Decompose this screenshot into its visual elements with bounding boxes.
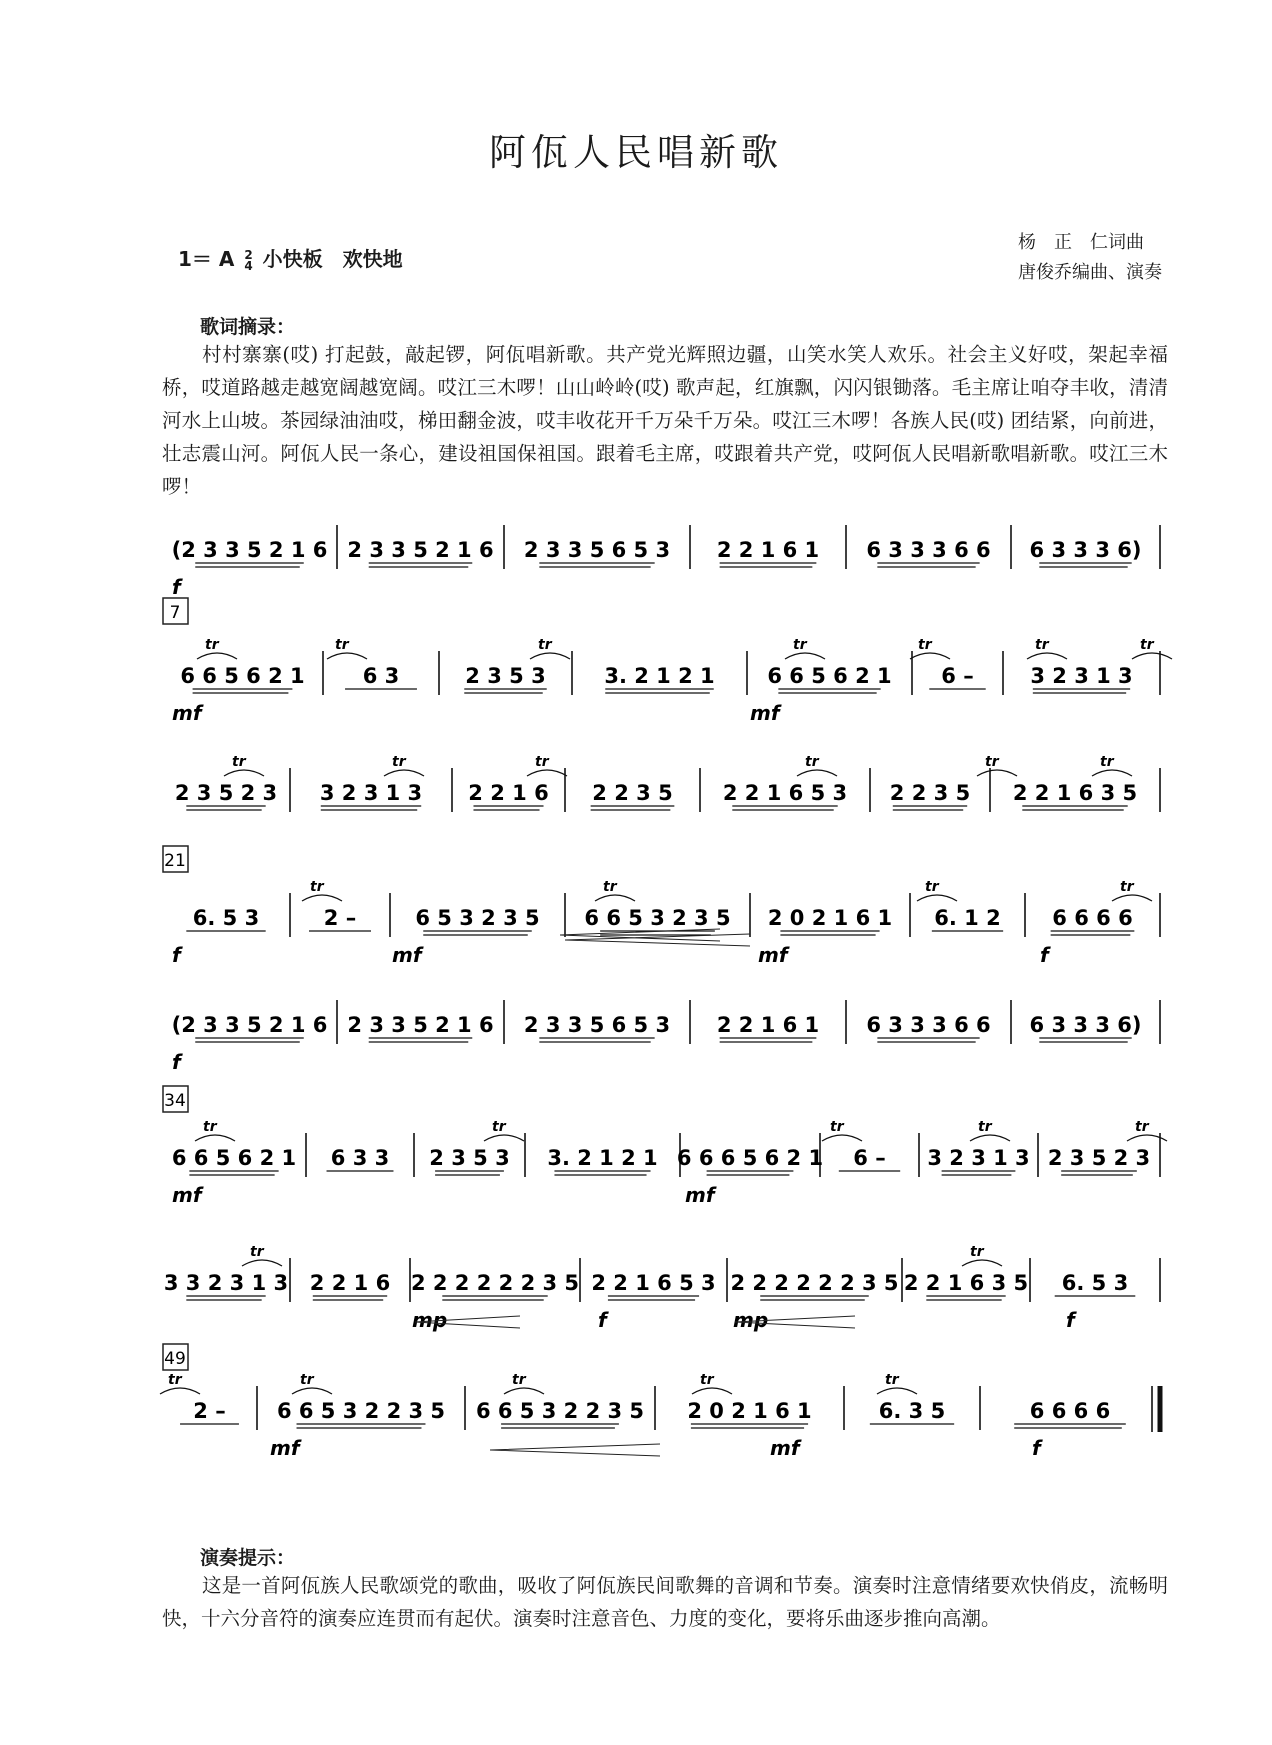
slur: [160, 1388, 200, 1394]
measure-notes: 2 3 3 5 6 5 3: [523, 538, 671, 562]
trill-mark: tr: [232, 754, 246, 770]
rehearsal-number: 7: [169, 603, 181, 623]
slur: [1132, 653, 1172, 659]
tips-heading: 演奏提示：: [200, 1547, 296, 1569]
tips-text: 这是一首阿佤族人民歌颂党的歌曲，吸收了阿佤族民间歌舞的音调和节奏。演奏时注意情绪要欢快俏皮，流畅明快，十六分音符的演奏应连贯而有起伏。演奏时注意音色、力度的变化，要将乐曲逐步推向高潮。: [162, 1574, 1168, 1630]
trill-mark: tr: [168, 1372, 182, 1388]
slur: [504, 1388, 544, 1394]
slur: [195, 1135, 235, 1141]
slur: [292, 1388, 332, 1394]
slur: [530, 653, 570, 659]
trill-mark: tr: [1135, 1119, 1149, 1135]
dynamic-marking: f: [172, 943, 181, 967]
trill-mark: tr: [700, 1372, 714, 1388]
dynamic-marking: f: [172, 1050, 181, 1074]
slur: [1027, 653, 1067, 659]
measure-notes: 6 6 5 6 2 1: [767, 664, 892, 688]
trill-mark: tr: [925, 879, 939, 895]
trill-mark: tr: [805, 754, 819, 770]
dynamic-marking: mf: [685, 1183, 715, 1207]
dynamic-marking: f: [1032, 1436, 1041, 1460]
credit-arranger: 唐俊乔编曲、演奏: [1018, 262, 1162, 283]
rehearsal-number: 34: [164, 1091, 186, 1111]
trill-mark: tr: [205, 637, 219, 653]
key-prefix: 1＝ A: [178, 247, 235, 271]
measure-notes: 2 3 5 2 3: [1047, 1146, 1151, 1170]
page-title: 阿佤人民唱新歌: [489, 131, 783, 174]
slur: [1092, 770, 1132, 776]
measure-notes: 2 2 2 2 2 2 3 5: [410, 1271, 580, 1295]
slur: [877, 1388, 917, 1394]
trill-mark: tr: [538, 637, 552, 653]
trill-mark: tr: [918, 637, 932, 653]
dynamic-marking: mp: [412, 1308, 448, 1332]
dynamic-marking: f: [1040, 943, 1049, 967]
credit-composer: 杨 正 仁词曲: [1018, 232, 1144, 253]
slur: [910, 653, 950, 659]
slur: [384, 770, 424, 776]
measure-notes: 3 2 3 1 3: [927, 1146, 1030, 1170]
slur: [962, 1260, 1002, 1266]
dynamic-marking: f: [598, 1308, 607, 1332]
measure-notes: 2 2 3 5: [592, 781, 673, 805]
slur: [197, 653, 237, 659]
trill-mark: tr: [1100, 754, 1114, 770]
measure-notes: 2 0 2 1 6 1: [767, 906, 893, 930]
measure-notes: 3 2 3 1 3: [1030, 664, 1133, 688]
measure-notes: 3. 2 1 2 1: [547, 1146, 658, 1170]
slur: [797, 770, 837, 776]
measure-notes: 6 3 3 3 6 6: [866, 538, 991, 562]
measure-notes: 2 2 1 6 1: [716, 538, 820, 562]
measure-notes: (2 3 3 5 2 1 6: [171, 1013, 328, 1037]
dynamic-marking: mf: [392, 943, 422, 967]
dynamic-marking: mf: [270, 1436, 300, 1460]
slur: [917, 895, 957, 901]
trill-mark: tr: [492, 1119, 506, 1135]
measure-notes: 2 2 1 6 3 5: [903, 1271, 1029, 1295]
dynamic-marking: mf: [172, 701, 202, 725]
trill-mark: tr: [978, 1119, 992, 1135]
tempo-marking: 小快板 欢快地: [262, 247, 403, 271]
slur: [595, 895, 635, 901]
rehearsal-number: 49: [164, 1349, 186, 1369]
measure-notes: 6 6 6 5 6 2 1: [676, 1146, 824, 1170]
measure-notes: 6 6 5 3 2 2 3 5: [276, 1399, 446, 1423]
measure-notes: (2 3 3 5 2 1 6: [171, 538, 328, 562]
measure-notes: 3 2 3 1 3: [319, 781, 423, 805]
measure-notes: 2 2 1 6 1: [716, 1013, 820, 1037]
measure-notes: 6. 1 2: [934, 906, 1001, 930]
measure-notes: 6. 5 3: [192, 906, 260, 930]
measure-notes: 2 3 5 3: [429, 1146, 510, 1170]
measure-notes: 6 –: [941, 664, 974, 688]
trill-mark: tr: [203, 1119, 217, 1135]
slur: [970, 1135, 1010, 1141]
slur: [785, 653, 825, 659]
slur: [224, 770, 264, 776]
trill-mark: tr: [335, 637, 349, 653]
measure-notes: 6 3 3 3 6 6: [866, 1013, 991, 1037]
measure-notes: 6 6 5 3 2 2 3 5: [475, 1399, 645, 1423]
measure-notes: 6 5 3 2 3 5: [415, 906, 540, 930]
trill-mark: tr: [1140, 637, 1154, 653]
measure-notes: 6 6 6 6: [1029, 1399, 1111, 1423]
measure-notes: 2 –: [193, 1399, 226, 1423]
measure-notes: 6 3: [362, 664, 400, 688]
slur: [1127, 1135, 1167, 1141]
dynamic-marking: mf: [770, 1436, 800, 1460]
dynamic-marking: mf: [750, 701, 780, 725]
dynamic-marking: mf: [758, 943, 788, 967]
measure-notes: 6 3 3 3 6): [1029, 1013, 1142, 1037]
measure-notes: 2 2 1 6 5 3: [591, 1271, 716, 1295]
lyrics-text: 村村寨寨(哎) 打起鼓，敲起锣，阿佤唱新歌。共产党光辉照边疆，山笑水笑人欢乐。社会主义好哎，架起幸福桥，哎道路越走越宽阔越宽阔。哎江三木啰！山山岭岭(哎) 歌声起，红旗飘，闪闪银锄落。毛主席让咱夺丰收，清清河水上山坡。茶园绿油油哎，梯田翻金波，哎丰收花开千万朵千万朵。哎江三木啰！各族人民(哎) 团结紧，向前进，壮志震山河。阿佤人民一条心，建设祖国保祖国。跟着毛主席，哎跟着共产党，哎阿佤人民唱新歌唱新歌。哎江三木啰！: [162, 343, 1168, 498]
slur: [977, 770, 1017, 776]
measure-notes: 6 6 5 6 2 1: [180, 664, 305, 688]
slur: [1112, 895, 1152, 901]
slur: [822, 1135, 862, 1141]
crescendo-hairpin: [490, 1444, 660, 1456]
rehearsal-number: 21: [164, 851, 186, 871]
trill-mark: tr: [830, 1119, 844, 1135]
trill-mark: tr: [250, 1244, 264, 1260]
measure-notes: 3. 2 1 2 1: [604, 664, 715, 688]
measure-notes: 2 2 1 6: [468, 781, 549, 805]
slur: [527, 770, 567, 776]
measure-notes: 2 2 1 6 3 5: [1012, 781, 1138, 805]
measure-notes: 2 3 3 5 2 1 6: [347, 538, 494, 562]
measure-notes: 2 2 1 6 5 3: [722, 781, 848, 805]
measure-notes: 2 –: [323, 906, 357, 930]
measure-notes: 6 6 6 6: [1052, 906, 1133, 930]
measure-notes: 6 6 5 3 2 3 5: [584, 906, 731, 930]
dynamic-marking: f: [172, 575, 181, 599]
measure-notes: 2 3 5 2 3: [174, 781, 278, 805]
measure-notes: 6 3 3 3 6): [1029, 538, 1142, 562]
measure-notes: 2 0 2 1 6 1: [687, 1399, 812, 1423]
trill-mark: tr: [985, 754, 999, 770]
trill-mark: tr: [392, 754, 406, 770]
measure-notes: 2 2 2 2 2 2 3 5: [730, 1271, 899, 1295]
measure-notes: 6 –: [853, 1146, 886, 1170]
trill-mark: tr: [1120, 879, 1134, 895]
measure-notes: 2 2 1 6: [309, 1271, 391, 1295]
trill-mark: tr: [535, 754, 549, 770]
slur: [242, 1260, 282, 1266]
slur: [692, 1388, 732, 1394]
trill-mark: tr: [603, 879, 617, 895]
measure-notes: 6. 3 5: [878, 1399, 946, 1423]
dynamic-marking: mf: [172, 1183, 202, 1207]
trill-mark: tr: [1035, 637, 1049, 653]
slur: [484, 1135, 524, 1141]
trill-mark: tr: [300, 1372, 314, 1388]
measure-notes: 2 3 3 5 6 5 3: [523, 1013, 671, 1037]
trill-mark: tr: [793, 637, 807, 653]
measure-notes: 2 3 5 3: [465, 664, 546, 688]
slur: [302, 895, 342, 901]
trill-mark: tr: [512, 1372, 526, 1388]
trill-mark: tr: [970, 1244, 984, 1260]
measure-notes: 6. 5 3: [1061, 1271, 1129, 1295]
measure-notes: 3 3 2 3 1 3: [163, 1271, 289, 1295]
dynamic-marking: f: [1066, 1308, 1075, 1332]
measure-notes: 2 2 3 5: [889, 781, 971, 805]
trill-mark: tr: [310, 879, 324, 895]
measure-notes: 6 6 5 6 2 1: [171, 1146, 297, 1170]
trill-mark: tr: [885, 1372, 899, 1388]
measure-notes: 6 3 3: [330, 1146, 390, 1170]
lyrics-heading: 歌词摘录：: [200, 316, 296, 338]
time-signature: 2 4: [244, 247, 253, 273]
slur: [327, 653, 367, 659]
measure-notes: 2 3 3 5 2 1 6: [347, 1013, 494, 1037]
dynamic-marking: mp: [733, 1308, 769, 1332]
